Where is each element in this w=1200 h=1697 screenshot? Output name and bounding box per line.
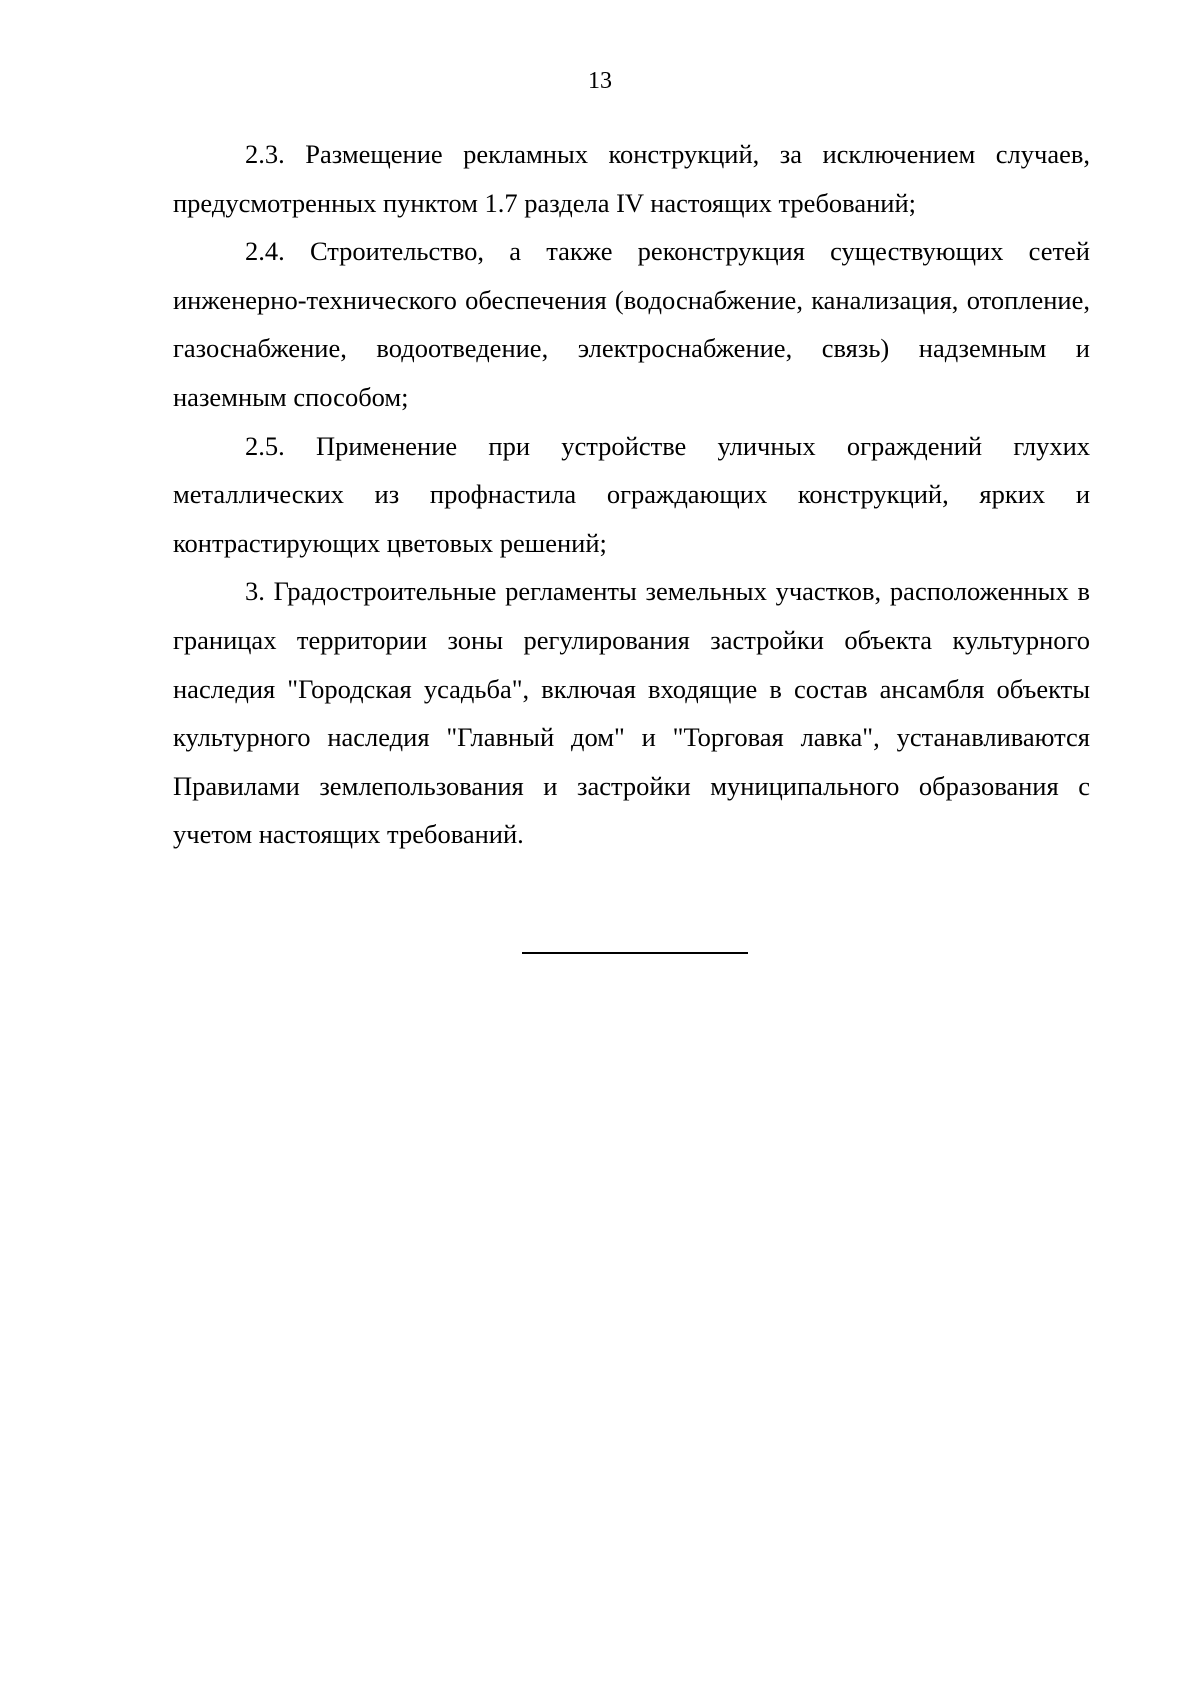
end-divider xyxy=(522,952,748,954)
page-number: 13 xyxy=(588,68,612,94)
paragraph-3: 3. Градостроительные регламенты земельных участков, расположенных в границах территории зоны регулирования застройки объекта культурного наследия "Городская усадьба", включая входящие в состав ансамбля объекты культурного наследия "Главный дом" и "Торговая лавка", устанавливаются Правилами землепользования и застройки муниципального образования с учетом настоящих требований. xyxy=(173,576,1090,850)
paragraph-2-4: 2.4. Строительство, а также реконструкция существующих сетей инженерно-технического обеспечения (водоснабжение, канализация, отопление, газоснабжение, водоотведение, электроснабжение, связь) надземным и наземным способом; xyxy=(173,236,1090,412)
paragraph-2-3: 2.3. Размещение рекламных конструкций, за исключением случаев, предусмотренных пунктом 1.7 раздела IV настоящих требований; xyxy=(173,139,1090,218)
document-body xyxy=(173,130,1090,859)
paragraph-2-5: 2.5. Применение при устройстве уличных ограждений глухих металлических из профнастила ограждающих конструкций, ярких и контрастирующих цветовых решений; xyxy=(173,430,1090,558)
